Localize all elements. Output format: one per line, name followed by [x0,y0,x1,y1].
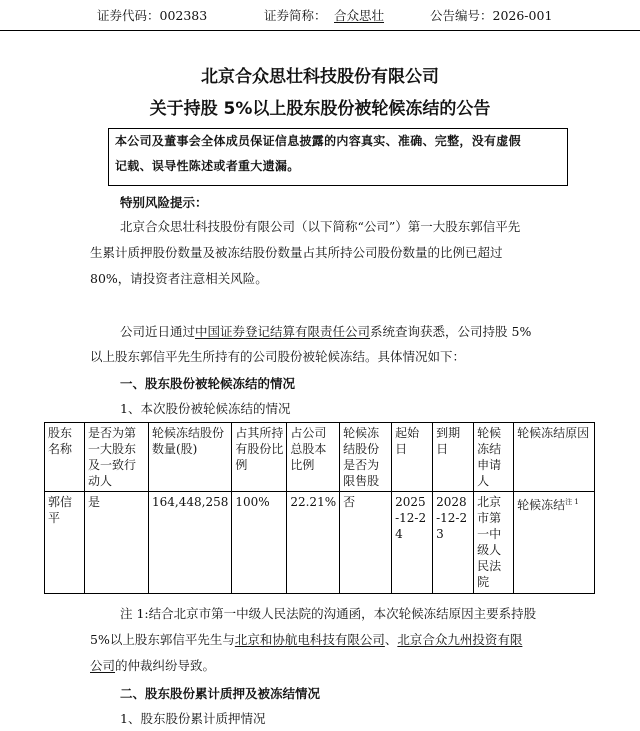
th-holding-ratio: 占其所持有股份比例 [235,426,284,472]
cell-total-ratio: 22.21% [290,495,337,509]
hexie-link: 北京和协航电科技有限公司 [234,632,385,647]
note-line-2 [90,627,522,652]
company-title: 北京合众思壮科技股份有限公司 [201,67,439,87]
th-end-date: 到期日 [436,426,461,456]
cell-freeze-quantity: 164,448,258 [152,495,229,509]
stock-short-name: 合众思壮 [334,8,385,23]
th-reason: 轮候冻结原因 [517,426,590,440]
stock-code: 证券代码：002383 [97,8,208,23]
note-sep: 、 [384,632,398,647]
cell-reason: 轮候冻结 [517,498,566,512]
section-2-heading: 二、股东股份累计质押及被冻结情况 [120,686,321,701]
th-total-ratio: 占公司总股本比例 [290,426,327,472]
table-header-row [45,423,595,492]
risk-line-1: 北京合众思壮科技股份有限公司（以下简称“公司”）第一大股东郭信平先 [120,219,521,234]
th-start-date: 起始日 [395,426,420,456]
note-text-pre: 5%以上股东郭信平先生与 [90,632,235,647]
cell-applicant: 北京市第一中级人民法院 [477,495,502,589]
notice-number: 公告编号：2026-001 [430,8,553,23]
jiuzhou-link: 北京合众九州投资有限 [397,632,523,647]
stock-short-name-label: 证券简称： [264,8,327,23]
th-largest-holder: 是否为第一大股东及一致行动人 [88,426,137,488]
risk-heading: 特别风险提示： [120,195,208,210]
jiuzhou-link-cont: 公司 [90,658,116,673]
section-1-sub: 1、本次股份被轮候冻结的情况 [120,401,291,416]
note-mark: 注 1 [565,498,579,506]
th-applicant: 轮候冻结申请人 [477,426,502,488]
cell-start-date: 2025-12-24 [395,495,427,541]
cell-end-date: 2028-12-23 [436,495,468,541]
section-2-sub: 1、股东股份累计质押情况 [120,711,266,726]
document-header [0,0,640,31]
intro-text-pre: 公司近日通过 [120,324,196,339]
cell-holding-ratio: 100% [235,495,270,509]
cell-largest-holder: 是 [88,495,101,509]
notice-title: 关于持股 5%以上股东股份被轮候冻结的公告 [149,99,491,119]
csdc-link: 中国证券登记结算有限责任公司 [195,324,371,339]
th-shareholder: 股东名称 [48,426,73,456]
disclaimer-box [108,128,568,186]
risk-line-3: 80%，请投资者注意相关风险。 [90,271,268,286]
disclaimer-line-2: 记载、误导性陈述或者重大遗漏。 [115,159,300,173]
intro-line-1 [120,319,531,344]
th-restricted: 轮候冻结股份是否为限售股 [343,426,380,488]
note-text-post: 的仲裁纠纷导致。 [115,658,216,673]
note-line-3 [90,653,215,678]
disclaimer-line-1: 本公司及董事会全体成员保证信息披露的内容真实、准确、完整，没有虚假 [115,134,521,148]
intro-line-2: 以上股东郭信平先生所持有的公司股份被轮候冻结。具体情况如下： [90,349,466,364]
note-line-1: 注 1:结合北京市第一中级人民法院的沟通函，本次轮候冻结原因主要系持股 [120,606,537,621]
freeze-table [44,422,595,594]
th-freeze-quantity: 轮候冻结股份数量(股) [152,426,225,456]
section-1-heading: 一、股东股份被轮候冻结的情况 [120,376,296,391]
table-row [45,492,595,594]
risk-line-2: 生累计质押股份数量及被冻结股份数量占其所持公司股份数量的比例已超过 [90,245,503,260]
cell-restricted: 否 [343,495,356,509]
intro-text-post: 系统查询获悉，公司持股 5% [370,324,532,339]
cell-shareholder: 郭信平 [48,495,73,525]
